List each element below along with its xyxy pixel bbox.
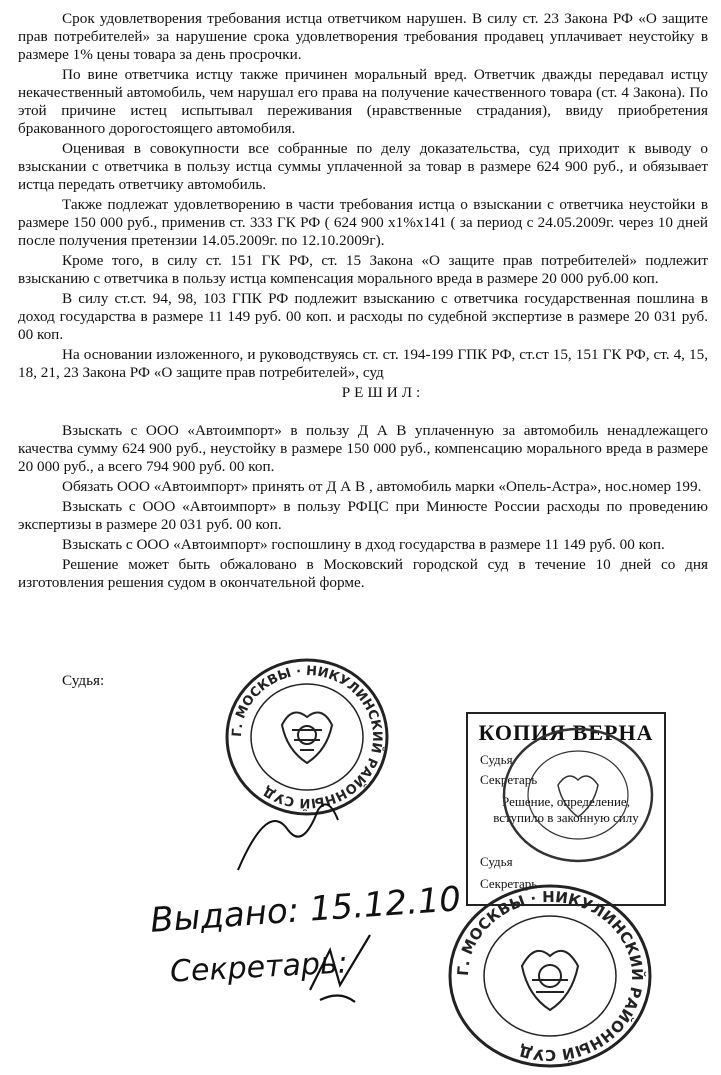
secretary-signature: [300, 930, 380, 1010]
seal-text: Г. МОСКВЫ · НИКУЛИНСКИЙ РАЙОННЫЙ СУД: [229, 663, 385, 811]
copy-stamp-secretary: Секретарь: [480, 772, 538, 787]
copy-stamp-secretary-2: Секретарь: [480, 876, 538, 891]
paragraph-grounds: На основании изложенного, и руководствуясь ст. ст. 194-199 ГПК РФ, ст.ст 15, 151 ГК РФ, ст. 4, 15, 18, 21, 23 Закона РФ «О защите прав потребителей», суд: [18, 346, 708, 381]
judge-label: Судья:: [62, 672, 105, 689]
copy-stamp-judge: Судья: [480, 752, 513, 767]
court-seal-right: [498, 725, 658, 865]
copy-stamp-judge-2: Судья: [480, 854, 513, 869]
paragraph-compensation: Кроме того, в силу ст. 151 ГК РФ, ст. 15 Закона «О защите прав потребителей» подлежит взысканию с ответчика в пользу истца компенсация морального вреда в размере 20 000 руб.00 коп.: [18, 252, 708, 287]
eagle-emblem-icon: [522, 951, 578, 1010]
paragraph-penalty: Срок удовлетворения требования истца ответчиком нарушен. В силу ст. 23 Закона РФ «О защите прав потребителей» за нарушение срока удовлетворения требования продавец уплачивает неустойку в размере 1% цены товара за день просрочки.: [18, 10, 708, 63]
decision-heading: РЕШИЛ:: [341, 384, 425, 401]
paragraph-moral-harm: По вине ответчика истцу также причинен моральный вред. Ответчик дважды передавал истцу некачественный автомобиль, чем нарушал его права на получение качественного товара (ст. 4 Закона). По этой причине истец испытывал переживания (нравственные страдания), ввиду приобретения бракованного дорогостоящего автомобиля.: [18, 66, 708, 137]
copy-stamp-note-2: вступило в законную силу: [493, 810, 639, 825]
handwritten-secretary-label: Секретарь:: [169, 945, 349, 990]
decision-item-4: Взыскать с ООО «Автоимпорт» госпошлину в дход государства в размере 11 149 руб. 00 коп.: [62, 536, 665, 553]
judge-signature: [228, 790, 348, 880]
court-seal-bottom: [440, 880, 660, 1070]
copy-stamp-title: КОПИЯ ВЕРНА: [478, 720, 654, 745]
handwritten-issued-date: Выдано: 15.12.10: [148, 879, 463, 941]
paragraph-forfeit: Также подлежат удовлетворению в части требования истца о взыскании с ответчика неустойки в размере 150 000 руб., применив ст. 333 ГК РФ ( 624 900 х1%х141 ( за период с 24.05.2009г. через 10 дней после получения претензии 14.05.2009г. по 12.10.2009г).: [18, 196, 708, 249]
decision-item-2: Обязать ООО «Автоимпорт» принять от Д А В , автомобиль марки «Опель-Астра», нос.номер 199.: [62, 478, 702, 495]
decision-item-1: Взыскать с ООО «Автоимпорт» в пользу Д А В уплаченную за автомобиль ненадлежащего качества сумму 624 900 руб., неустойку в размере 150 000 руб., компенсацию морального вреда в размере 20 000 руб., а всего 794 900 руб. 00 коп.: [18, 422, 708, 475]
copy-stamp-note-1: Решение, определение,: [502, 794, 630, 809]
eagle-emblem-icon: [282, 713, 332, 764]
document-body: [18, 10, 708, 594]
paragraph-evaluation: Оценивая в совокупности все собранные по делу доказательства, суд приходит к выводу о взыскании с ответчика в пользу истца суммы уплаченной за товар в размере 624 900 руб., и обязывает истца передать ответчику автомобиль.: [18, 140, 708, 193]
svg-text:Г. МОСКВЫ · НИКУЛИНСКИЙ РАЙОНН: [454, 888, 647, 1064]
decision-item-3: Взыскать с ООО «Автоимпорт» в пользу РФЦС при Минюсте России расходы по проведению экспертизы в размере 20 031 руб. 00 коп.: [18, 498, 708, 533]
decision-item-5: Решение может быть обжаловано в Московский городской суд в течение 10 дней со дня изготовления решения судом в окончательной форме.: [18, 556, 708, 591]
paragraph-state-duty: В силу ст.ст. 94, 98, 103 ГПК РФ подлежит взысканию с ответчика государственная пошлина в доход государства в размере 11 149 руб. 00 коп. и расходы по судебной экспертизе в размере 20 031 руб. 00 коп.: [18, 290, 708, 343]
seal-text-bottom: Г. МОСКВЫ · НИКУЛИНСКИЙ РАЙОННЫЙ СУД: [453, 887, 647, 1065]
